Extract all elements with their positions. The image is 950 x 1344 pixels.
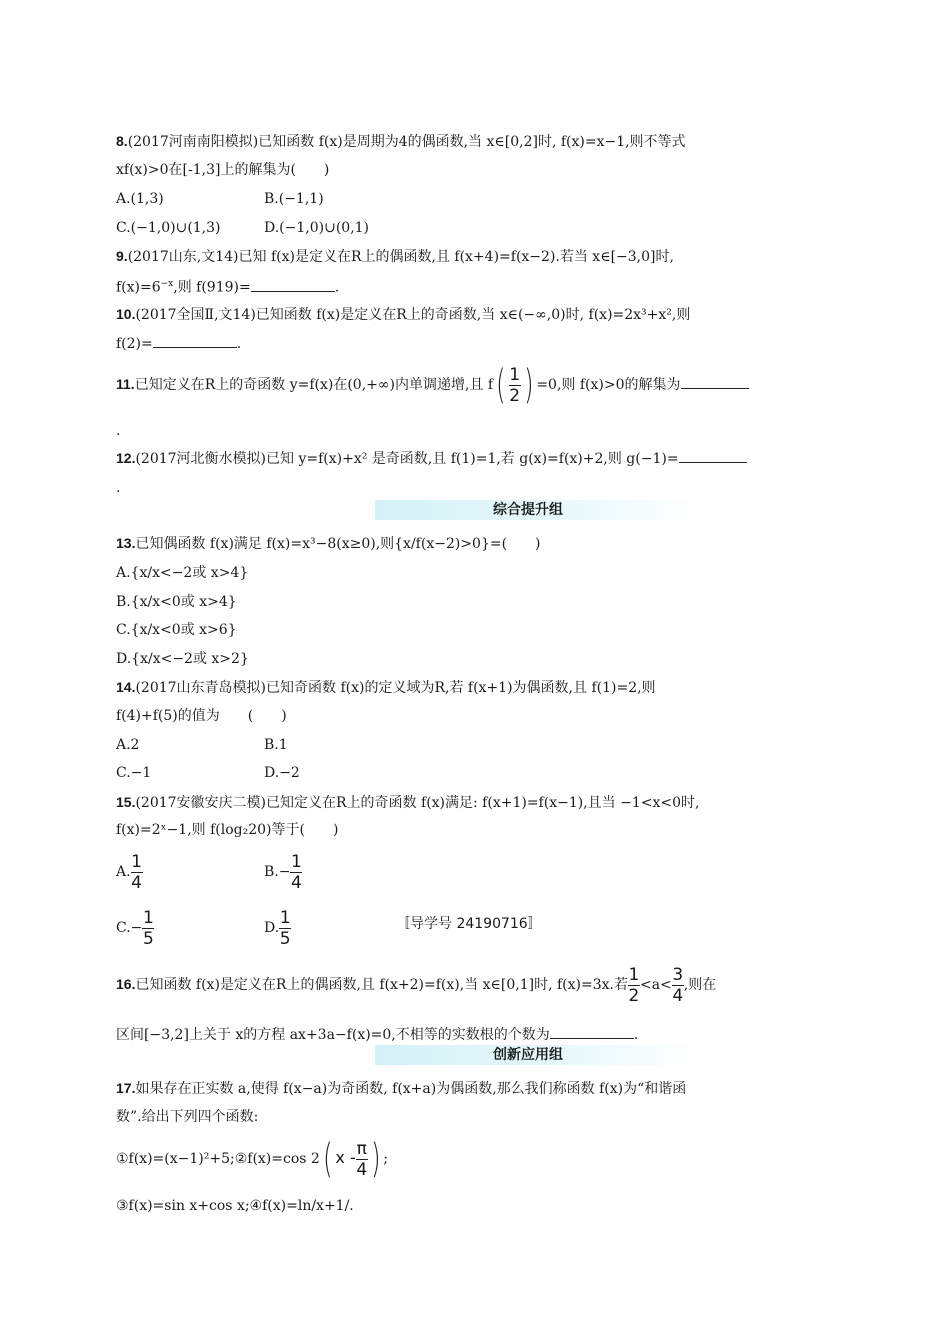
q17-number: 17.: [116, 1080, 136, 1096]
q12-number: 12.: [116, 450, 136, 466]
q12-line1: [116, 448, 747, 469]
section-header-comprehensive: [375, 500, 700, 520]
q9-number: 9.: [116, 248, 128, 264]
q15-stem-1: (2017安徽安庆二模)已知定义在R上的奇函数 f(x)满足: f(x+1)=f(x−1),且当 −1<x<0时,: [135, 795, 700, 811]
q15-option-b: [264, 850, 302, 894]
q11-stem-post: =0,则 f(x)>0的解集为: [536, 377, 681, 393]
q15-c-numerator: 1: [142, 907, 154, 928]
q15-option-b-label: B.−: [264, 864, 291, 880]
q11-line1: [116, 362, 749, 407]
q15-number: 15.: [116, 794, 136, 810]
q14-number: 14.: [116, 679, 136, 695]
section-title-comprehensive: 综合提升组: [493, 502, 563, 518]
q11-stem-pre: 已知定义在R上的奇函数 y=f(x)在(0,+∞)内单调递增,且 f: [134, 377, 494, 393]
q8-number: 8.: [116, 133, 128, 149]
q9-exponent: −x: [160, 279, 174, 289]
q17-left-paren: (: [322, 1136, 333, 1182]
q16-inequality: <a<: [639, 977, 672, 993]
q13-option-a: A.{x/x<−2或 x>4}: [116, 565, 249, 581]
q16-stem-pre: 已知函数 f(x)是定义在R上的偶函数,且 f(x+2)=f(x),当 x∈[0,1]时, f(x)=3x.若: [135, 977, 628, 993]
q13-option-b: B.{x/x<0或 x>4}: [116, 594, 237, 610]
q11-frac-numerator: 1: [509, 364, 521, 385]
q8-stem-1: (2017河南南阳模拟)已知函数 f(x)是周期为4的偶函数,当 x∈[0,2]时, f(x)=x−1,则不等式: [127, 134, 686, 150]
q10-stem-2: f(2)=: [116, 336, 153, 352]
q8-option-a: A.(1,3): [116, 191, 164, 207]
q11-right-paren: ): [523, 362, 534, 408]
q17-pi-numerator: π: [356, 1138, 367, 1159]
q17-line1: [116, 1078, 686, 1099]
q16-answer-blank[interactable]: [550, 1024, 634, 1039]
q13-option-d: D.{x/x<−2或 x>2}: [116, 651, 249, 667]
q15-option-a-fraction: [131, 852, 143, 893]
q11-fraction: [509, 365, 521, 406]
q10-line2: f(2)= .: [116, 333, 241, 354]
q13-line1: [116, 533, 541, 554]
q17-functions-12: [116, 1136, 388, 1181]
q14-option-b: B.1: [264, 737, 288, 753]
q14-line1: [116, 677, 656, 698]
q15-b-numerator: 1: [291, 851, 302, 872]
q14-option-a: A.2: [116, 737, 140, 753]
q9-answer-blank[interactable]: [251, 277, 335, 292]
q9-stem-2b: ,则 f(919)=: [173, 279, 251, 296]
q15-c-denominator: 5: [142, 928, 154, 949]
q15-option-b-fraction: [290, 852, 302, 893]
q13-number: 13.: [116, 535, 136, 551]
q15-option-d: [264, 906, 291, 950]
section-title-innovative: 创新应用组: [493, 1047, 563, 1063]
q15-stem-2: f(x)=2ˣ−1,则 f(log₂20)等于( ): [116, 822, 339, 838]
q12-answer-blank[interactable]: [679, 448, 747, 463]
q8-stem-2: xf(x)>0在[-1,3]上的解集为( ): [116, 162, 330, 178]
q8-option-c: C.(−1,0)∪(1,3): [116, 220, 221, 236]
q9-stem-2a: f(x)=6: [116, 279, 161, 296]
q17-stem-2: 数”.给出下列四个函数:: [116, 1109, 259, 1125]
q15-a-numerator: 1: [131, 851, 142, 872]
q16-stem-2: 区间[−3,2]上关于 x的方程 ax+3a−f(x)=0,不相等的实数根的个数为: [116, 1027, 550, 1043]
q14-stem-1: (2017山东青岛模拟)已知奇函数 f(x)的定义域为R,若 f(x+1)为偶函数,且 f(1)=2,则: [135, 680, 656, 696]
q8-option-b: B.(−1,1): [264, 191, 324, 207]
q10-answer-blank[interactable]: [153, 333, 237, 348]
q16-stem-post: ,则在: [683, 977, 717, 993]
q11-answer-blank[interactable]: [681, 374, 749, 389]
q15-line1: [116, 792, 699, 813]
q11-left-paren: (: [496, 362, 506, 408]
q15-option-d-fraction: [279, 908, 291, 949]
q15-option-c: [116, 906, 154, 950]
q11-number: 11.: [116, 376, 135, 392]
q17-function-12-pre: ①f(x)=(x−1)²+5;②f(x)=cos 2: [116, 1151, 320, 1167]
q10-line1: [116, 304, 690, 325]
q13-option-c: C.{x/x<0或 x>6}: [116, 622, 237, 638]
q15-option-c-label: C.−: [116, 920, 143, 936]
q17-function-12-post: ;: [383, 1151, 389, 1167]
q11-period: .: [116, 423, 121, 439]
q15-d-numerator: 1: [279, 907, 291, 928]
q13-stem: 已知偶函数 f(x)满足 f(x)=x³−8(x≥0),则{x/f(x−2)>0}=( ): [135, 536, 541, 552]
q17-pi-denominator: 4: [356, 1159, 368, 1180]
q15-guide-number: 〚导学号 24190716〛: [396, 916, 542, 932]
q15-option-d-label: D.: [264, 920, 280, 936]
q17-stem-1: 如果存在正实数 a,使得 f(x−a)为奇函数, f(x+a)为偶函数,那么我们称函数 f(x)为“和谐函: [135, 1081, 687, 1097]
q8-option-d: D.(−1,0)∪(0,1): [264, 220, 370, 236]
q16-f1-numerator: 1: [628, 964, 640, 985]
q16-line1: [116, 962, 716, 1007]
q16-number: 16.: [116, 976, 136, 992]
q11-frac-denominator: 2: [509, 385, 521, 406]
q14-option-d: D.−2: [264, 765, 300, 781]
q17-right-paren: ): [370, 1136, 381, 1182]
q14-stem-2: f(4)+f(5)的值为 ( ): [116, 708, 287, 724]
q14-option-c: C.−1: [116, 765, 152, 781]
q9-stem-1: (2017山东,文14)已知 f(x)是定义在R上的偶函数,且 f(x+4)=f(x−2).若当 x∈[−3,0]时,: [127, 249, 674, 265]
q15-option-c-fraction: [142, 908, 154, 949]
q12-period: .: [116, 480, 121, 496]
q8-line1: [116, 131, 686, 152]
q15-d-denominator: 5: [279, 928, 291, 949]
q17-function-12-x: x -: [335, 1148, 356, 1167]
q12-stem: (2017河北衡水模拟)已知 y=f(x)+x² 是奇函数,且 f(1)=1,若 g(x)=f(x)+2,则 g(−1)=: [135, 451, 679, 467]
q16-f2-denominator: 4: [672, 985, 684, 1006]
q10-stem-1: (2017全国Ⅱ,文14)已知函数 f(x)是定义在R上的奇函数,当 x∈(−∞,0)时, f(x)=2x³+x²,则: [135, 307, 691, 323]
q9-line2: $f(x)=6^{-x}$,则 f(919)= .: [116, 274, 339, 298]
q15-option-a: [116, 850, 143, 894]
q16-f2-numerator: 3: [672, 964, 684, 985]
q16-period: .: [633, 1027, 639, 1043]
q16-f1-denominator: 2: [628, 985, 640, 1006]
q16-line2: [116, 1024, 638, 1045]
q16-fraction-2: [672, 965, 684, 1006]
q17-pi-fraction: [356, 1139, 368, 1180]
q17-functions-34: ③f(x)=sin x+cos x;④f(x)=ln/x+1/.: [116, 1198, 354, 1214]
q15-a-denominator: 4: [131, 872, 142, 893]
q15-b-denominator: 4: [291, 872, 302, 893]
q9-line1: [116, 246, 674, 267]
q15-option-a-label: A.: [116, 864, 131, 880]
q10-number: 10.: [116, 306, 136, 322]
section-header-innovative: [375, 1045, 700, 1065]
q16-fraction-1: [628, 965, 640, 1006]
